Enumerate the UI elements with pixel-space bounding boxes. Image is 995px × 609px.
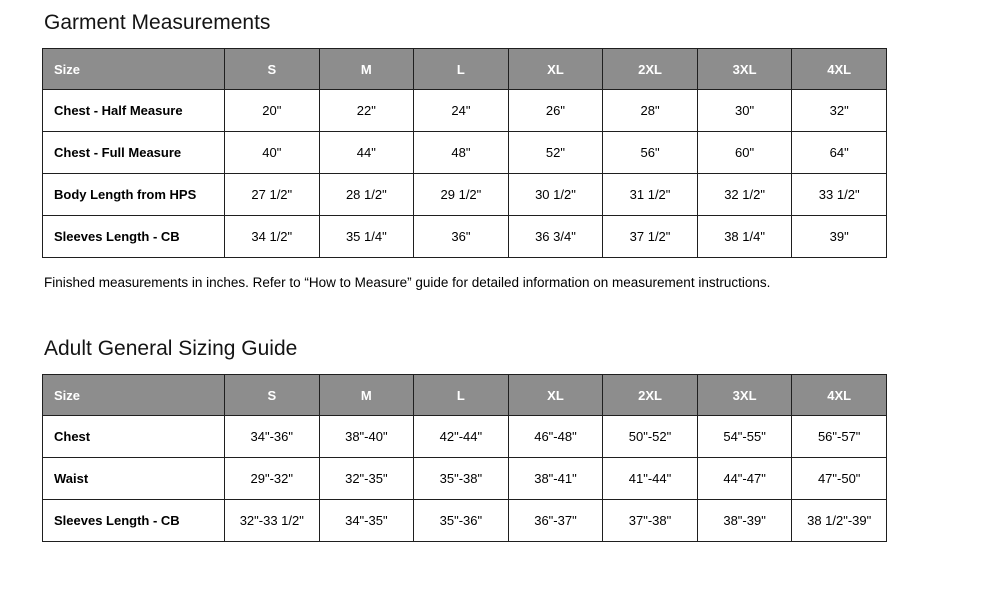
measurement-note: Finished measurements in inches. Refer to “How to Measure” guide for detailed information on measurement instructions. — [44, 275, 771, 290]
header-cell-size: Size — [43, 49, 225, 90]
value-cell: 38"-41" — [508, 458, 603, 500]
header-cell-l: L — [414, 49, 509, 90]
value-cell: 30" — [697, 90, 792, 132]
value-cell: 34 1/2" — [225, 216, 320, 258]
table-row — [43, 500, 887, 542]
header-cell-4xl: 4XL — [792, 375, 887, 416]
value-cell: 32"-33 1/2" — [225, 500, 320, 542]
adult-sizing-guide-section — [42, 336, 995, 542]
value-cell: 29 1/2" — [414, 174, 509, 216]
table-row — [43, 458, 887, 500]
value-cell: 36 3/4" — [508, 216, 603, 258]
header-cell-2xl: 2XL — [603, 375, 698, 416]
header-cell-l: L — [414, 375, 509, 416]
value-cell: 32"-35" — [319, 458, 414, 500]
header-cell-xl: XL — [508, 49, 603, 90]
garment-measurements-table — [42, 48, 887, 258]
header-row — [43, 49, 887, 90]
value-cell: 54"-55" — [697, 416, 792, 458]
value-cell: 52" — [508, 132, 603, 174]
table-row — [43, 132, 887, 174]
value-cell: 29"-32" — [225, 458, 320, 500]
value-cell: 26" — [508, 90, 603, 132]
value-cell: 46"-48" — [508, 416, 603, 458]
header-cell-3xl: 3XL — [697, 375, 792, 416]
value-cell: 34"-35" — [319, 500, 414, 542]
row-label-cell: Sleeves Length - CB — [43, 216, 225, 258]
value-cell: 38"-39" — [697, 500, 792, 542]
header-row — [43, 375, 887, 416]
garment-measurements-section — [42, 10, 995, 290]
value-cell: 35 1/4" — [319, 216, 414, 258]
row-label-cell: Chest - Half Measure — [43, 90, 225, 132]
header-cell-xl: XL — [508, 375, 603, 416]
header-cell-s: S — [225, 375, 320, 416]
value-cell: 24" — [414, 90, 509, 132]
sizing-table-header — [43, 375, 887, 416]
value-cell: 36" — [414, 216, 509, 258]
value-cell: 64" — [792, 132, 887, 174]
value-cell: 37"-38" — [603, 500, 698, 542]
value-cell: 32" — [792, 90, 887, 132]
value-cell: 40" — [225, 132, 320, 174]
table-row — [43, 416, 887, 458]
table-row — [43, 174, 887, 216]
value-cell: 36"-37" — [508, 500, 603, 542]
value-cell: 38 1/4" — [697, 216, 792, 258]
header-cell-m: M — [319, 49, 414, 90]
value-cell: 38 1/2"-39" — [792, 500, 887, 542]
value-cell: 41"-44" — [603, 458, 698, 500]
adult-sizing-guide-table — [42, 374, 887, 542]
value-cell: 56" — [603, 132, 698, 174]
value-cell: 56"-57" — [792, 416, 887, 458]
value-cell: 30 1/2" — [508, 174, 603, 216]
value-cell: 22" — [319, 90, 414, 132]
header-cell-s: S — [225, 49, 320, 90]
value-cell: 35"-38" — [414, 458, 509, 500]
value-cell: 47"-50" — [792, 458, 887, 500]
value-cell: 20" — [225, 90, 320, 132]
header-cell-2xl: 2XL — [603, 49, 698, 90]
value-cell: 42"-44" — [414, 416, 509, 458]
row-label-cell: Body Length from HPS — [43, 174, 225, 216]
value-cell: 27 1/2" — [225, 174, 320, 216]
value-cell: 33 1/2" — [792, 174, 887, 216]
row-label-cell: Sleeves Length - CB — [43, 500, 225, 542]
value-cell: 60" — [697, 132, 792, 174]
value-cell: 32 1/2" — [697, 174, 792, 216]
value-cell: 39" — [792, 216, 887, 258]
garment-measurements-title: Garment Measurements — [44, 11, 271, 34]
value-cell: 38"-40" — [319, 416, 414, 458]
header-cell-size: Size — [43, 375, 225, 416]
value-cell: 35"-36" — [414, 500, 509, 542]
table-row — [43, 216, 887, 258]
header-cell-3xl: 3XL — [697, 49, 792, 90]
row-label-cell: Waist — [43, 458, 225, 500]
value-cell: 44"-47" — [697, 458, 792, 500]
value-cell: 28" — [603, 90, 698, 132]
header-cell-m: M — [319, 375, 414, 416]
value-cell: 34"-36" — [225, 416, 320, 458]
value-cell: 48" — [414, 132, 509, 174]
value-cell: 31 1/2" — [603, 174, 698, 216]
value-cell: 50"-52" — [603, 416, 698, 458]
row-label-cell: Chest — [43, 416, 225, 458]
header-cell-4xl: 4XL — [792, 49, 887, 90]
adult-sizing-guide-title: Adult General Sizing Guide — [44, 337, 298, 360]
value-cell: 44" — [319, 132, 414, 174]
row-label-cell: Chest - Full Measure — [43, 132, 225, 174]
value-cell: 28 1/2" — [319, 174, 414, 216]
value-cell: 37 1/2" — [603, 216, 698, 258]
garment-table-header — [43, 49, 887, 90]
table-row — [43, 90, 887, 132]
